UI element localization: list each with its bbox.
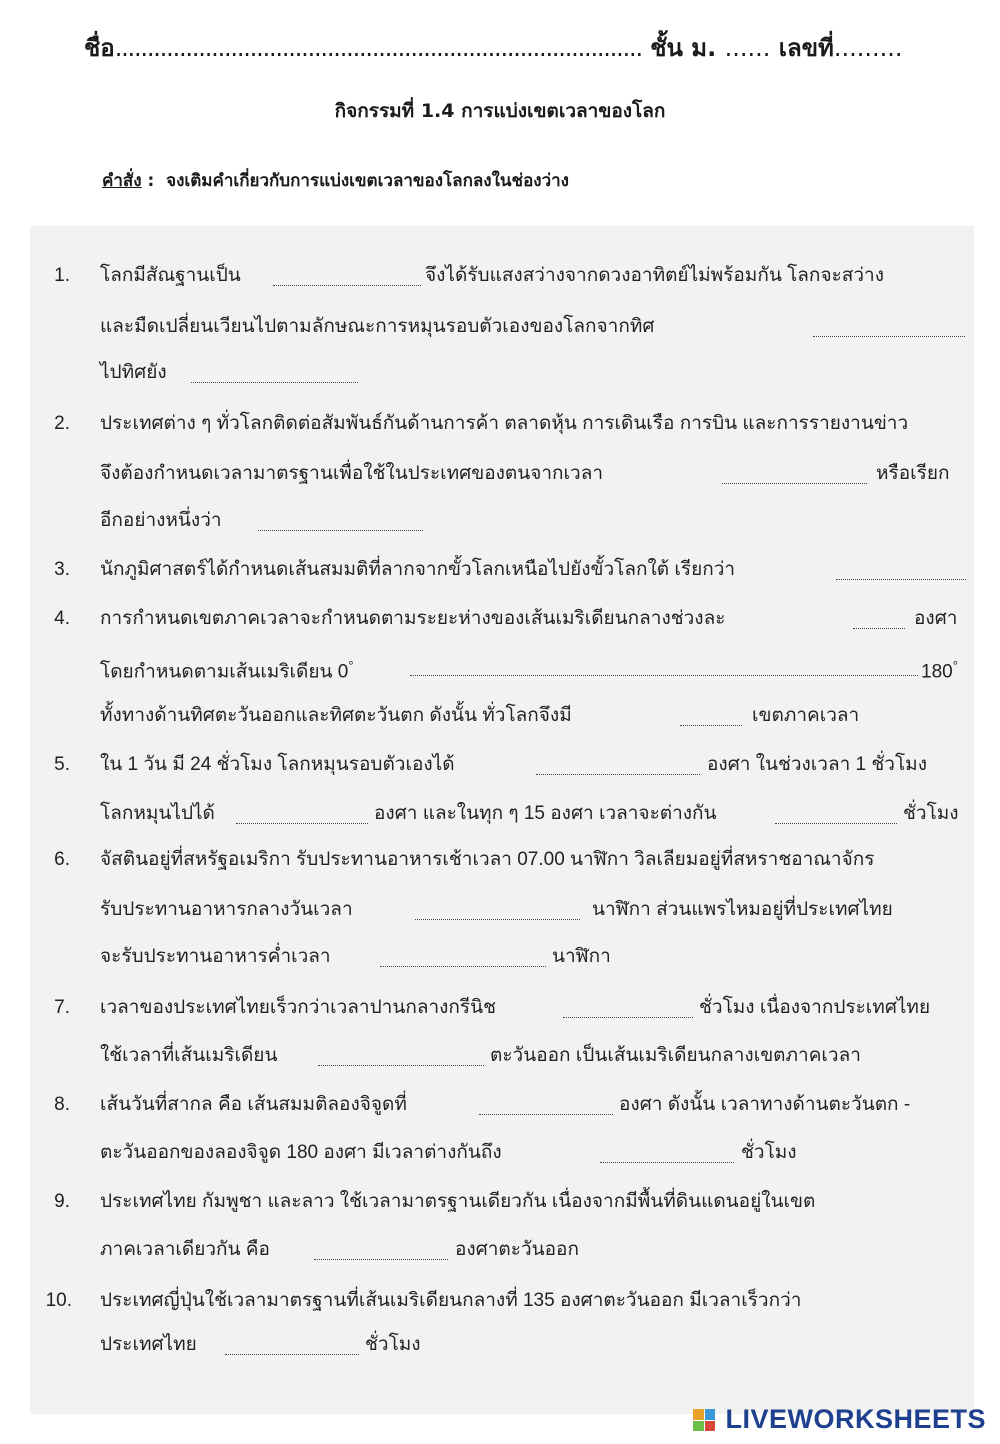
item-6-line-3: จะรับประทานอาหารค่ำเวลา	[100, 946, 331, 967]
activity-title: กิจกรรมที่ 1.4 การแบ่งเขตเวลาของโลก	[334, 100, 666, 122]
answer-blank[interactable]	[225, 1353, 359, 1355]
item-6-line-2: รับประทานอาหารกลางวันเวลา	[100, 899, 353, 920]
degree-symbol: °	[348, 658, 354, 673]
name-field[interactable]: ..................................................................................	[114, 34, 642, 62]
answer-blank[interactable]	[600, 1161, 734, 1163]
item-1-line-3: ไปทิศยัง	[100, 362, 167, 383]
instruction-label: คำสั่ง	[102, 171, 142, 191]
answer-blank[interactable]	[563, 1016, 693, 1018]
item-3-line-1: นักภูมิศาสตร์ได้กำหนดเส้นสมมติที่ลากจากขั้วโลกเหนือไปยังขั้วโลกใต้ เรียกว่า	[100, 559, 736, 580]
item-2-line-2b: หรือเรียก	[876, 463, 950, 484]
item-7-line-2b: ตะวันออก เป็นเส้นเมริเดียนกลางเขตภาคเวลา	[490, 1045, 861, 1066]
item-8-line-2: ตะวันออกของลองจิจูด 180 องศา มีเวลาต่างกันถึง	[100, 1142, 502, 1163]
item-7-line-1b: ชั่วโมง เนื่องจากประเทศไทย	[699, 997, 931, 1018]
item-7-line-2: ใช้เวลาที่เส้นเมริเดียน	[100, 1045, 278, 1066]
item-9-line-2: ภาคเวลาเดียวกัน คือ	[100, 1239, 270, 1260]
item-1-line-1: โลกมีสัณฐานเป็น	[100, 265, 241, 286]
answer-blank[interactable]	[314, 1258, 448, 1260]
item-4-line-1b: องศา	[914, 608, 958, 629]
item-8-line-1b: องศา ดังนั้น เวลาทางด้านตะวันตก -	[619, 1094, 911, 1115]
answer-blank[interactable]	[479, 1113, 613, 1115]
item-4-line-2: โดยกำหนดตามเส้นเมริเดียน 0°	[100, 658, 354, 683]
item-5-line-1: ใน 1 วัน มี 24 ชั่วโมง โลกหมุนรอบตัวเองได้	[100, 754, 455, 775]
item-5-line-1b: องศา ในช่วงเวลา 1 ชั่วโมง	[707, 754, 927, 775]
item-2-line-3: อีกอย่างหนึ่งว่า	[100, 510, 222, 531]
item-8-line-2b: ชั่วโมง	[741, 1142, 797, 1163]
answer-blank[interactable]	[258, 529, 423, 531]
item-1-line-1b: จึงได้รับแสงสว่างจากดวงอาทิตย์ไม่พร้อมกัน โลกจะสว่าง	[425, 265, 884, 286]
answer-blank[interactable]	[318, 1064, 484, 1066]
item-5-line-2: โลกหมุนไปได้	[100, 803, 215, 824]
answer-blank[interactable]	[813, 335, 965, 337]
liveworksheets-logo: LIVEWORKSHEETS	[725, 1404, 986, 1434]
class-field[interactable]: ......	[724, 34, 771, 62]
instruction-colon: :	[141, 171, 155, 191]
class-label: ชั้น ม.	[650, 34, 717, 62]
student-info-line	[84, 28, 924, 67]
item-6-line-2b: นาฬิกา ส่วนแพรไหมอยู่ที่ประเทศไทย	[592, 899, 893, 920]
item-4-line-3b: เขตภาคเวลา	[752, 705, 860, 726]
answer-blank[interactable]	[191, 381, 358, 383]
number-field[interactable]: .........	[833, 34, 903, 62]
item-2-line-1: ประเทศต่าง ๆ ทั่วโลกติดต่อสัมพันธ์กันด้านการค้า ตลาดหุ้น การเดินเรือ การบิน และการรายงานข่าว	[100, 413, 909, 434]
instruction-text: จงเติมคำเกี่ยวกับการแบ่งเขตเวลาของโลกลงในช่องว่าง	[166, 171, 569, 191]
answer-blank[interactable]	[536, 773, 700, 775]
item-4-line-2b: 180°	[921, 658, 958, 683]
name-label: ชื่อ	[84, 34, 115, 62]
liveworksheets-logo-icon	[693, 1409, 715, 1431]
item-2-line-2: จึงต้องกำหนดเวลามาตรฐานเพื่อใช้ในประเทศของตนจากเวลา	[100, 463, 604, 484]
item-10-line-2b: ชั่วโมง	[365, 1334, 421, 1355]
item-9-line-1: ประเทศไทย กัมพูชา และลาว ใช้เวลามาตรฐานเดียวกัน เนื่องจากมีพื้นที่ดินแดนอยู่ในเขต	[100, 1191, 816, 1212]
answer-blank[interactable]	[722, 482, 867, 484]
answer-blank[interactable]	[410, 674, 918, 676]
answer-blank[interactable]	[236, 822, 368, 824]
item-6-line-1: จัสตินอยู่ที่สหรัฐอเมริกา รับประทานอาหารเช้าเวลา 07.00 นาฬิกา วิลเลียมอยู่ที่สหราชอาณาจักร	[100, 849, 875, 870]
item-6-line-3b: นาฬิกา	[552, 946, 611, 967]
item-8-line-1: เส้นวันที่สากล คือ เส้นสมมติลองจิจูดที่	[100, 1094, 407, 1115]
item-5-line-2c: ชั่วโมง	[903, 803, 959, 824]
answer-blank[interactable]	[853, 627, 905, 629]
answer-blank[interactable]	[415, 918, 580, 920]
item-7-line-1: เวลาของประเทศไทยเร็วกว่าเวลาปานกลางกรีนิช	[100, 997, 497, 1018]
item-4-line-1: การกำหนดเขตภาคเวลาจะกำหนดตามระยะห่างของเส้นเมริเดียนกลางช่วงละ	[100, 608, 726, 629]
number-label: เลขที่	[778, 34, 834, 62]
instruction	[102, 167, 569, 194]
item-4-line-3: ทั้งทางด้านทิศตะวันออกและทิศตะวันตก ดังนั้น ทั่วโลกจึงมี	[100, 705, 572, 726]
answer-blank[interactable]	[380, 965, 546, 967]
item-10-line-2: ประเทศไทย	[100, 1334, 197, 1355]
answer-blank[interactable]	[836, 578, 966, 580]
item-9-line-2b: องศาตะวันออก	[455, 1239, 579, 1260]
item-10-line-1: ประเทศญี่ปุ่นใช้เวลามาตรฐานที่เส้นเมริเดียนกลางที่ 135 องศาตะวันออก มีเวลาเร็วกว่า	[100, 1290, 802, 1311]
item-5-line-2b: องศา และในทุก ๆ 15 องศา เวลาจะต่างกัน	[374, 803, 717, 824]
item-1-line-2: และมืดเปลี่ยนเวียนไปตามลักษณะการหมุนรอบตัวเองของโลกจากทิศ	[100, 316, 655, 337]
answer-blank[interactable]	[775, 822, 897, 824]
answer-blank[interactable]	[680, 724, 742, 726]
answer-blank[interactable]	[273, 284, 421, 286]
